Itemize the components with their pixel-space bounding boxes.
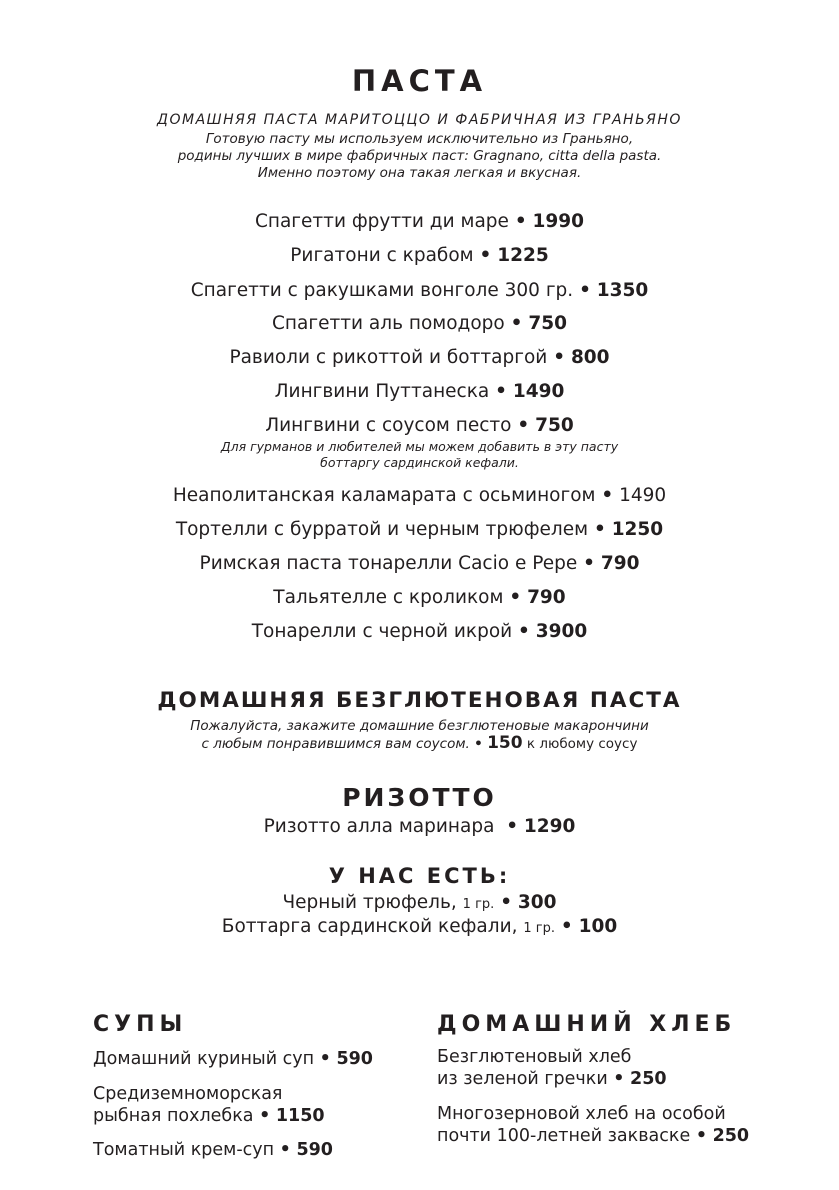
menu-item-name: Спагетти аль помодоро bbox=[272, 313, 505, 334]
menu-item bbox=[0, 816, 839, 837]
menu-item bbox=[93, 1048, 373, 1070]
menu-item-name: Томатный крем-суп bbox=[93, 1140, 275, 1160]
menu-item bbox=[0, 245, 839, 266]
pasta-intro bbox=[0, 131, 839, 182]
menu-item-name: Многозерновой хлеб на особой bbox=[437, 1104, 726, 1124]
menu-item-price: 790 bbox=[600, 553, 640, 574]
menu-item bbox=[0, 280, 839, 301]
menu-item bbox=[0, 415, 839, 436]
pesto-note-line: Для гурманов и любителей мы можем добавить в эту пасту bbox=[220, 439, 619, 454]
menu-item bbox=[0, 381, 839, 402]
menu-item bbox=[93, 1083, 325, 1127]
pasta-intro-line: родины лучших в мире фабричных паст: Gragnano, citta della pasta. bbox=[177, 148, 662, 164]
menu-item bbox=[0, 587, 839, 608]
separator-dot: • bbox=[695, 1126, 707, 1146]
menu-item-price: 1225 bbox=[497, 245, 549, 266]
menu-item-price: 590 bbox=[296, 1140, 333, 1160]
separator-dot: • bbox=[560, 916, 573, 937]
menu-item bbox=[0, 916, 839, 937]
separator-dot: • bbox=[319, 1049, 331, 1069]
gluten-free-price: 150 bbox=[487, 733, 523, 753]
menu-item bbox=[93, 1139, 333, 1161]
menu-item-name: Ригатони с крабом bbox=[290, 245, 474, 266]
menu-item-name: Римская паста тонарелли Cacio e Pepe bbox=[199, 553, 578, 574]
menu-item bbox=[437, 1046, 667, 1090]
separator-dot: • bbox=[506, 816, 519, 837]
menu-item-unit: 1 гр. bbox=[462, 897, 495, 912]
menu-item-name: Боттарга сардинской кефали, bbox=[221, 916, 518, 937]
menu-item-name: Равиоли с рикоттой и боттаргой bbox=[229, 347, 548, 368]
pesto-note bbox=[0, 439, 839, 471]
menu-item-price: 3900 bbox=[535, 621, 588, 642]
menu-item-name: Ризотто алла маринара bbox=[263, 816, 495, 837]
menu-item bbox=[0, 621, 839, 642]
separator-dot: • bbox=[593, 519, 606, 540]
separator-dot: • bbox=[583, 553, 595, 574]
menu-item-name: Черный трюфель, bbox=[282, 892, 457, 913]
menu-item-price: 1250 bbox=[611, 519, 664, 540]
menu-item-price: 1150 bbox=[275, 1106, 325, 1126]
separator-dot: • bbox=[601, 485, 614, 506]
separator-dot: • bbox=[479, 245, 492, 266]
separator-dot: • bbox=[510, 313, 523, 334]
menu-item bbox=[0, 347, 839, 368]
menu-item-name: Безглютеновый хлеб bbox=[437, 1047, 632, 1067]
menu-item-price: 1990 bbox=[532, 211, 585, 232]
menu-item-name: Лингвини Путтанеска bbox=[274, 381, 490, 402]
menu-item-name: Тортелли с бурратой и черным трюфелем bbox=[175, 519, 589, 540]
gluten-free-line: Пожалуйста, закажите домашние безглютеновые макарончини bbox=[190, 718, 649, 734]
gluten-free-line: с любым понравившимся вам соусом. bbox=[201, 736, 470, 752]
separator-dot: • bbox=[500, 892, 513, 913]
menu-item-price: 1350 bbox=[596, 280, 649, 301]
menu-item bbox=[0, 313, 839, 334]
soups-title: СУПЫ bbox=[93, 1012, 188, 1037]
menu-item-name: рыбная похлебка bbox=[93, 1106, 254, 1126]
gluten-free-price-suffix: к любому соусу bbox=[526, 736, 638, 752]
menu-item bbox=[0, 892, 839, 913]
bread-title: ДОМАШНИЙ ХЛЕБ bbox=[437, 1012, 737, 1037]
menu-item-name: Неаполитанская каламарата с осьминогом bbox=[172, 485, 596, 506]
menu-item-price: 750 bbox=[528, 313, 567, 334]
separator-dot: • bbox=[474, 736, 483, 752]
menu-item-name: Тальятелле с кроликом bbox=[273, 587, 504, 608]
menu-item-name: почти 100-летней закваске bbox=[437, 1126, 691, 1146]
risotto-title: РИЗОТТО bbox=[342, 783, 497, 812]
pesto-note-line: боттаргу сардинской кефали. bbox=[320, 455, 519, 470]
pasta-title: ПАСТА bbox=[351, 64, 488, 98]
menu-item-name: Спагетти с ракушками вонголе 300 гр. bbox=[190, 280, 574, 301]
menu-item-name: Тонарелли с черной икрой bbox=[251, 621, 513, 642]
menu-item-price: 750 bbox=[535, 415, 574, 436]
menu-item-price: 300 bbox=[517, 892, 557, 913]
separator-dot: • bbox=[613, 1069, 625, 1089]
menu-item-price: 1490 bbox=[512, 381, 565, 402]
pasta-intro-line: Именно поэтому она такая легкая и вкусная. bbox=[257, 165, 582, 181]
menu-item-price: 590 bbox=[336, 1049, 373, 1069]
separator-dot: • bbox=[279, 1140, 291, 1160]
separator-dot: • bbox=[495, 381, 507, 402]
separator-dot: • bbox=[579, 280, 591, 301]
pasta-intro-line: Готовую пасту мы используем исключительно из Граньяно, bbox=[205, 131, 634, 147]
menu-item-name: из зеленой гречки bbox=[437, 1069, 608, 1089]
menu-item bbox=[0, 519, 839, 540]
menu-item-price: 250 bbox=[630, 1069, 667, 1089]
menu-item-price: 800 bbox=[570, 347, 610, 368]
menu-item-name: Лингвини с соусом песто bbox=[265, 415, 512, 436]
menu-item-name: Спагетти фрутти ди маре bbox=[254, 211, 509, 232]
menu-item-price: 100 bbox=[578, 916, 618, 937]
separator-dot: • bbox=[509, 587, 522, 608]
menu-item bbox=[0, 485, 839, 506]
pasta-subtitle: ДОМАШНЯЯ ПАСТА МАРИТОЦЦО И ФАБРИЧНАЯ ИЗ ГРАНЬЯНО bbox=[157, 112, 682, 128]
menu-item-price: 1290 bbox=[523, 816, 576, 837]
menu-item-name: Средиземноморская bbox=[93, 1084, 283, 1104]
menu-item-price: 1490 bbox=[619, 485, 667, 506]
bread-section bbox=[437, 1012, 736, 1037]
separator-dot: • bbox=[518, 621, 530, 642]
separator-dot: • bbox=[259, 1106, 271, 1126]
menu-item bbox=[0, 211, 839, 232]
menu-item-unit: 1 гр. bbox=[523, 921, 556, 936]
extras-title: У НАС ЕСТЬ: bbox=[328, 864, 511, 888]
separator-dot: • bbox=[514, 211, 527, 232]
menu-item-price: 790 bbox=[527, 587, 566, 608]
menu-item-name: Домашний куриный суп bbox=[93, 1049, 315, 1069]
gluten-free-price-line bbox=[0, 733, 839, 753]
menu-item-price: 250 bbox=[712, 1126, 750, 1146]
gluten-free-title: ДОМАШНЯЯ БЕЗГЛЮТЕНОВАЯ ПАСТА bbox=[157, 688, 682, 713]
separator-dot: • bbox=[553, 347, 566, 368]
soups-section bbox=[93, 1012, 187, 1037]
separator-dot: • bbox=[517, 415, 530, 436]
menu-item bbox=[0, 553, 839, 574]
menu-item bbox=[437, 1103, 749, 1147]
